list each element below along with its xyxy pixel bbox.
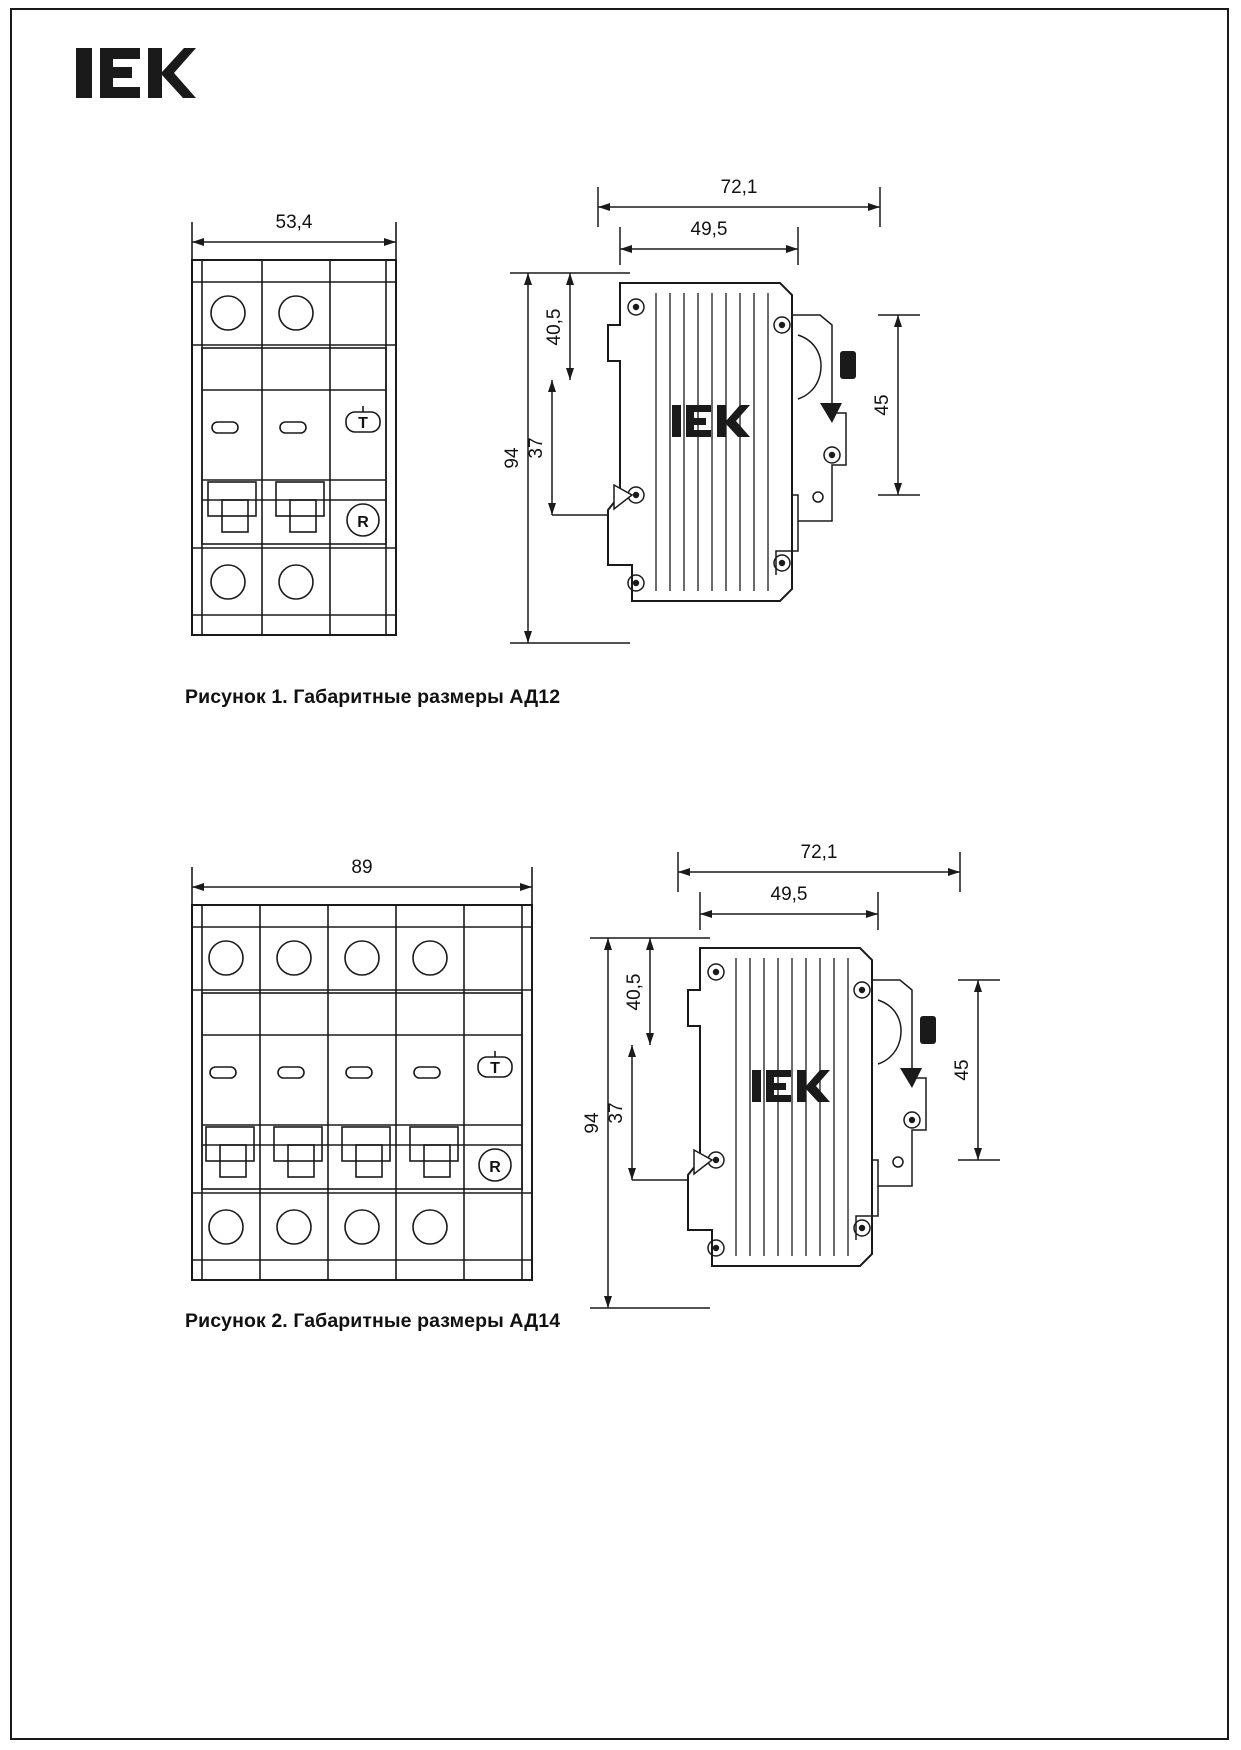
figure-2-caption: Рисунок 2. Габаритные размеры АД14 — [185, 1310, 561, 1332]
figure-1-front-view — [150, 200, 440, 670]
fig2-din-height-label: 37 — [606, 1102, 627, 1124]
fig1-upper-offset-label: 40,5 — [544, 308, 565, 346]
iek-logo — [76, 42, 196, 104]
figure-1-side-view — [480, 165, 960, 675]
figure-2-side-view — [560, 830, 1040, 1340]
fig1-din-height-label: 37 — [526, 437, 547, 459]
figure-1-caption: Рисунок 1. Габаритные размеры АД12 — [185, 686, 561, 708]
figure-2-front-view — [150, 845, 570, 1315]
fig2-front-height-label: 45 — [952, 1059, 973, 1081]
fig2-test-marking: T — [490, 1060, 500, 1077]
fig2-front-width-label: 89 — [351, 857, 373, 878]
fig2-upper-offset-label: 40,5 — [624, 973, 645, 1011]
fig1-reset-marking: R — [357, 514, 369, 531]
fig1-body-depth-label: 49,5 — [690, 219, 728, 240]
fig2-overall-depth-label: 72,1 — [800, 842, 838, 863]
fig1-front-width-label: 53,4 — [275, 212, 313, 233]
fig2-height-label: 94 — [582, 1112, 603, 1134]
fig2-body-depth-label: 49,5 — [770, 884, 808, 905]
fig1-height-label: 94 — [502, 447, 523, 469]
fig1-front-height-label: 45 — [872, 394, 893, 416]
fig1-test-marking: T — [358, 415, 368, 432]
fig1-overall-depth-label: 72,1 — [720, 177, 758, 198]
fig2-reset-marking: R — [489, 1159, 501, 1176]
